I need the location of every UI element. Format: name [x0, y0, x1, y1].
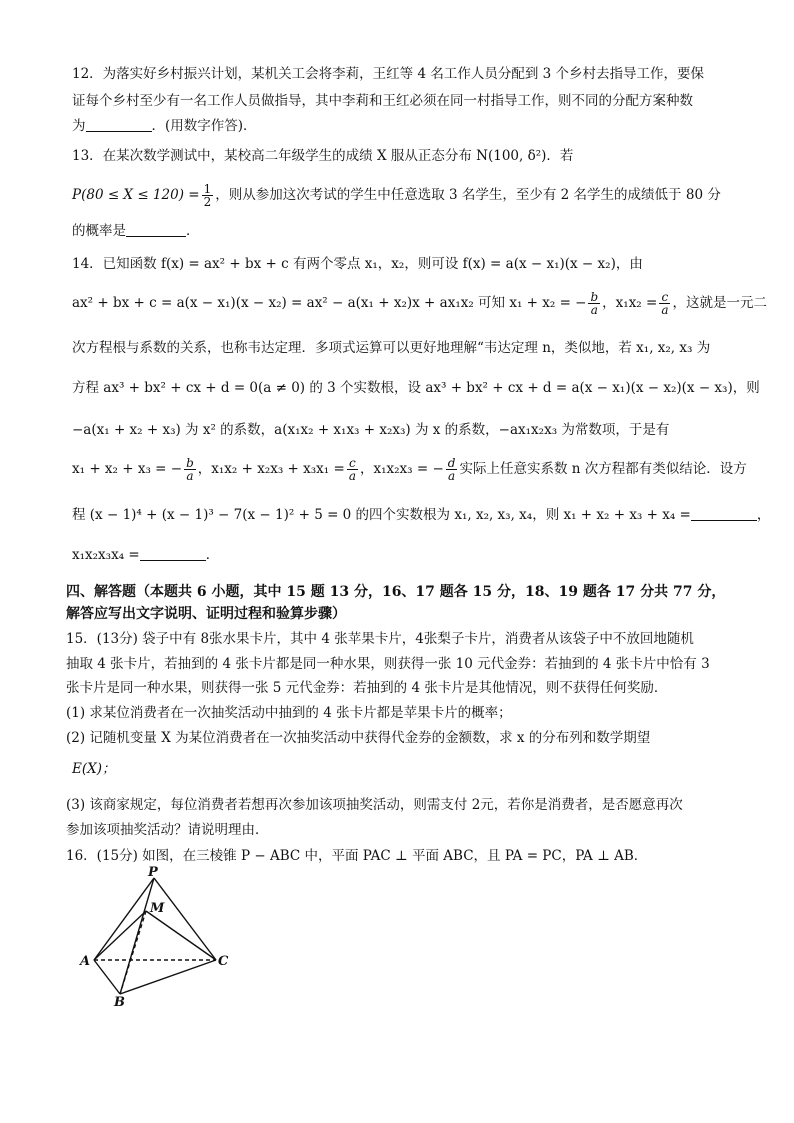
q13-fraction: $\frac{1}{2}$ [203, 182, 212, 209]
label-c: C [218, 954, 229, 969]
q15-item3-line2: 参加该项抽奖活动？请说明理由． [66, 822, 269, 838]
q12-prefix: 为 [72, 118, 86, 134]
q14-line8-text: x₁x₂x₃x₄ = [72, 547, 140, 563]
section4-heading-line2: 解答应写出文字说明、证明过程和验算步骤） [66, 606, 346, 622]
q14-line6 [72, 454, 747, 484]
q14-line6-a: x₁ + x₂ + x₃ = − [72, 461, 183, 477]
q14-line4: 方程 ax³ + bx² + cx + d = 0(a ≠ 0) 的 3 个实数根，设 ax³ + bx² + cx + d = a(x − x₁)(x − x₂)(x − x₃)，则 [72, 380, 760, 396]
q14-line3: 次方程根与系数的关系，也称韦达定理．多项式运算可以更好地理解“韦达定理 n，类似地，若 x₁, x₂, x₃ 为 [72, 340, 711, 356]
edge-bc [120, 960, 216, 994]
edge-pa [94, 878, 154, 960]
q14-line8 [72, 545, 219, 565]
q14-answer-blank-1[interactable] [691, 506, 757, 521]
q14-line6-b: ，x₁x₂ + x₂x₃ + x₃x₁ = [197, 461, 345, 477]
q14-line8-post: ． [205, 547, 220, 563]
q13-probability-lhs: P(80 ≤ X ≤ 120) = [72, 187, 200, 203]
label-b: B [114, 995, 125, 1006]
q12-line2: 证每个乡村至少有一名工作人员做指导，其中李莉和王红必须在同一村指导工作，则不同的分配方案种数 [72, 93, 693, 109]
q13-text: ，则从参加这次考试的学生中任意选取 3 名学生，至少有 2 名学生的成绩低于 80 分 [215, 187, 721, 203]
q13-suffix: ． [186, 223, 200, 239]
edge-ab [94, 960, 120, 994]
q15-line3: 张卡片是同一种水果，则获得一张 5 元代金券：若抽到的 4 张卡片是其他情况，则不获得任何奖励． [66, 680, 668, 696]
q12-line3 [72, 116, 257, 136]
q15-item1: (1) 求某位消费者在一次抽奖活动中抽到的 4 张卡片都是苹果卡片的概率； [66, 705, 512, 721]
q15-item2: (2) 记随机变量 X 为某位消费者在一次抽奖活动中获得代金券的金额数，求 x 的分布列和数学期望 [66, 730, 651, 746]
q13-prefix: 的概率是 [72, 223, 126, 239]
q14-line2-post: ，这就是一元二 [672, 295, 767, 311]
q14-line5: −a(x₁ + x₂ + x₃) 为 x² 的系数，a(x₁x₂ + x₁x₃ + x₂x₃) 为 x 的系数，−ax₁x₂x₃ 为常数项，于是有 [72, 422, 670, 438]
q13-answer-blank[interactable] [126, 222, 186, 237]
q13-line1: 13．在某次数学测试中，某校高二年级学生的成绩 X 服从正态分布 N(100, δ²)．若 [72, 148, 574, 164]
q15-item3-line1: (3) 该商家规定，每位消费者若想再次参加该项抽奖活动，则需支付 2元，若你是消费者，是否愿意再次 [66, 797, 683, 813]
label-p: P [148, 866, 158, 880]
edge-pb [120, 878, 154, 994]
edge-pc [154, 878, 216, 960]
q13-line3 [72, 221, 200, 241]
q14-line6-c: ，x₁x₂x₃ = − [359, 461, 444, 477]
q14-fraction-b-a: $\frac{b}{a}$ [590, 290, 599, 317]
label-a: A [80, 954, 91, 969]
q15-line1: 15．(13分) 袋子中有 8张水果卡片，其中 4 张苹果卡片，4张梨子卡片，消费者从该袋子中不放回地随机 [66, 631, 694, 647]
q15-line2: 抽取 4 张卡片，若抽到的 4 张卡片都是同一种水果，则获得一张 10 元代金券：若抽到的 4 张卡片中恰有 3 [66, 656, 710, 672]
q14-line2 [72, 288, 767, 318]
label-m: M [150, 901, 165, 916]
q14-line2-text: ax² + bx + c = a(x − x₁)(x − x₂) = ax² − a(x₁ + x₂)x + ax₁x₂ 可知 x₁ + x₂ = − [72, 295, 587, 311]
q14-fraction-b-a-2: $\frac{b}{a}$ [186, 456, 194, 483]
q14-line1: 14．已知函数 f(x) = ax² + bx + c 有两个零点 x₁，x₂，则可设 f(x) = a(x − x₁)(x − x₂)，由 [72, 256, 643, 272]
q16-line1: 16．(15分) 如图，在三棱锥 P − ABC 中，平面 PAC ⊥ 平面 ABC，且 PA = PC，PA ⊥ AB． [66, 848, 648, 864]
segment-mc [146, 911, 216, 960]
q14-fraction-c-a-2: $\frac{c}{a}$ [348, 456, 356, 483]
segment-am [94, 911, 146, 960]
q14-line7-post: ， [756, 507, 771, 523]
q12-line1: 12．为落实好乡村振兴计划，某机关工会将李莉，王红等 4 名工作人员分配到 3 个乡村去指导工作，要保 [72, 66, 705, 82]
q14-line7-text: 程 (x − 1)⁴ + (x − 1)³ − 7(x − 1)² + 5 = 0 的四个实数根为 x₁, x₂, x₃, x₄，则 x₁ + x₂ + x₃ + x₄ = [72, 507, 691, 523]
tetrahedron-figure [78, 866, 248, 1006]
q14-answer-blank-2[interactable] [140, 546, 206, 561]
q14-line2-mid: ，x₁x₂ = [602, 295, 658, 311]
q14-line6-d: 实际上任意实系数 n 次方程都有类似结论．设方 [459, 461, 747, 477]
q14-fraction-c-a: $\frac{c}{a}$ [661, 290, 669, 317]
q12-suffix: ．(用数字作答)． [151, 118, 257, 134]
q14-fraction-d-a: $\frac{d}{a}$ [447, 456, 456, 483]
q13-line2 [72, 181, 721, 209]
q12-answer-blank[interactable] [86, 117, 152, 132]
q14-line7 [72, 505, 770, 525]
q15-item2-expectation: E(X)； [72, 761, 116, 777]
section4-heading-line1: 四、解答题（本题共 6 小题，其中 15 题 13 分，16、17 题各 15 分，18、19 题各 17 分共 77 分， [66, 584, 726, 600]
